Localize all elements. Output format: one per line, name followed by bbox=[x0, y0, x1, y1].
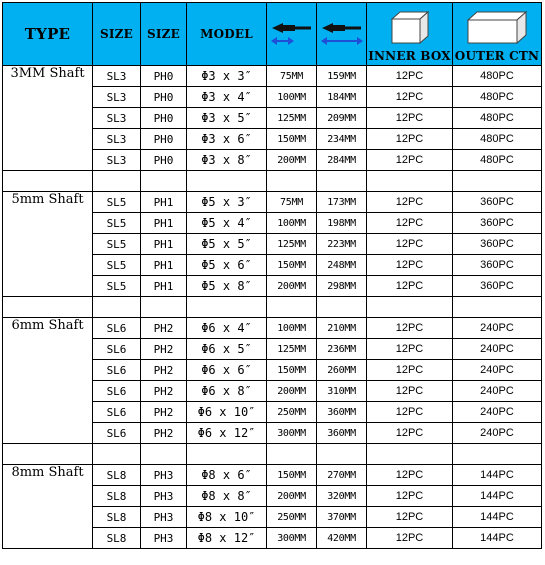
screwdriver-total-length-icon bbox=[319, 19, 365, 49]
header-model: MODEL bbox=[187, 3, 267, 66]
empty-cell bbox=[93, 444, 141, 465]
table-body bbox=[3, 66, 542, 549]
cell-size-phillips: PH1 bbox=[141, 213, 187, 234]
cell-inner-box-qty: 12PC bbox=[367, 507, 453, 528]
cell-blade-length: 300MM bbox=[267, 423, 317, 444]
cell-blade-length: 200MM bbox=[267, 381, 317, 402]
cell-model: Φ3 x 6″ bbox=[187, 129, 267, 150]
cell-inner-box-qty: 12PC bbox=[367, 486, 453, 507]
empty-cell bbox=[317, 444, 367, 465]
cell-size-slotted: SL3 bbox=[93, 150, 141, 171]
cell-inner-box-qty: 12PC bbox=[367, 192, 453, 213]
cell-outer-carton-qty: 240PC bbox=[453, 381, 542, 402]
cell-blade-length: 300MM bbox=[267, 528, 317, 549]
cell-inner-box-qty: 12PC bbox=[367, 465, 453, 486]
cell-size-slotted: SL3 bbox=[93, 87, 141, 108]
cell-model: Φ8 x 10″ bbox=[187, 507, 267, 528]
cell-blade-length: 150MM bbox=[267, 465, 317, 486]
cell-type: 3MM Shaft bbox=[3, 66, 93, 171]
table-row bbox=[3, 66, 542, 87]
cell-outer-carton-qty: 240PC bbox=[453, 339, 542, 360]
screwdriver-blade-length-icon bbox=[269, 19, 315, 49]
cell-inner-box-qty: 12PC bbox=[367, 528, 453, 549]
cell-outer-carton-qty: 144PC bbox=[453, 507, 542, 528]
table-row bbox=[3, 318, 542, 339]
cell-outer-carton-qty: 240PC bbox=[453, 318, 542, 339]
group-spacer-row bbox=[3, 444, 542, 465]
cell-model: Φ6 x 12″ bbox=[187, 423, 267, 444]
cell-size-slotted: SL5 bbox=[93, 255, 141, 276]
cell-size-slotted: SL5 bbox=[93, 192, 141, 213]
cell-inner-box-qty: 12PC bbox=[367, 213, 453, 234]
cell-size-slotted: SL5 bbox=[93, 234, 141, 255]
cell-model: Φ6 x 10″ bbox=[187, 402, 267, 423]
empty-cell bbox=[3, 171, 93, 192]
header-size-phillips: SIZE bbox=[141, 3, 187, 66]
cell-outer-carton-qty: 480PC bbox=[453, 108, 542, 129]
header-outer-carton bbox=[453, 3, 542, 66]
cell-model: Φ8 x 6″ bbox=[187, 465, 267, 486]
cell-size-phillips: PH2 bbox=[141, 339, 187, 360]
cell-total-length: 360MM bbox=[317, 402, 367, 423]
table-row bbox=[3, 465, 542, 486]
outer-carton-icon bbox=[464, 9, 530, 45]
cell-outer-carton-qty: 360PC bbox=[453, 255, 542, 276]
cell-size-slotted: SL6 bbox=[93, 402, 141, 423]
cell-blade-length: 250MM bbox=[267, 507, 317, 528]
cell-outer-carton-qty: 480PC bbox=[453, 87, 542, 108]
cell-size-slotted: SL8 bbox=[93, 507, 141, 528]
cell-total-length: 209MM bbox=[317, 108, 367, 129]
cell-total-length: 420MM bbox=[317, 528, 367, 549]
cell-blade-length: 100MM bbox=[267, 213, 317, 234]
cell-outer-carton-qty: 360PC bbox=[453, 192, 542, 213]
empty-cell bbox=[367, 297, 453, 318]
cell-blade-length: 150MM bbox=[267, 129, 317, 150]
cell-size-slotted: SL6 bbox=[93, 318, 141, 339]
empty-cell bbox=[317, 171, 367, 192]
cell-inner-box-qty: 12PC bbox=[367, 66, 453, 87]
cell-size-slotted: SL6 bbox=[93, 423, 141, 444]
cell-model: Φ5 x 6″ bbox=[187, 255, 267, 276]
cell-size-phillips: PH3 bbox=[141, 486, 187, 507]
cell-total-length: 360MM bbox=[317, 423, 367, 444]
cell-blade-length: 200MM bbox=[267, 486, 317, 507]
cell-blade-length: 75MM bbox=[267, 66, 317, 87]
cell-blade-length: 75MM bbox=[267, 192, 317, 213]
cell-total-length: 298MM bbox=[317, 276, 367, 297]
cell-type: 5mm Shaft bbox=[3, 192, 93, 297]
cell-inner-box-qty: 12PC bbox=[367, 423, 453, 444]
cell-outer-carton-qty: 144PC bbox=[453, 528, 542, 549]
cell-size-phillips: PH2 bbox=[141, 423, 187, 444]
empty-cell bbox=[367, 171, 453, 192]
cell-outer-carton-qty: 360PC bbox=[453, 213, 542, 234]
cell-inner-box-qty: 12PC bbox=[367, 87, 453, 108]
cell-size-slotted: SL8 bbox=[93, 486, 141, 507]
cell-total-length: 198MM bbox=[317, 213, 367, 234]
cell-blade-length: 150MM bbox=[267, 360, 317, 381]
header-size-slotted: SIZE bbox=[93, 3, 141, 66]
cell-type: 8mm Shaft bbox=[3, 465, 93, 549]
cell-type: 6mm Shaft bbox=[3, 318, 93, 444]
cell-size-phillips: PH0 bbox=[141, 87, 187, 108]
cell-outer-carton-qty: 480PC bbox=[453, 66, 542, 87]
cell-blade-length: 200MM bbox=[267, 150, 317, 171]
empty-cell bbox=[93, 297, 141, 318]
table-row bbox=[3, 192, 542, 213]
empty-cell bbox=[453, 297, 542, 318]
cell-inner-box-qty: 12PC bbox=[367, 318, 453, 339]
cell-size-slotted: SL5 bbox=[93, 276, 141, 297]
cell-size-phillips: PH3 bbox=[141, 528, 187, 549]
empty-cell bbox=[267, 297, 317, 318]
inner-box-icon bbox=[388, 9, 432, 45]
cell-outer-carton-qty: 480PC bbox=[453, 150, 542, 171]
empty-cell bbox=[187, 297, 267, 318]
cell-outer-carton-qty: 144PC bbox=[453, 486, 542, 507]
cell-total-length: 270MM bbox=[317, 465, 367, 486]
header-inner-box bbox=[367, 3, 453, 66]
cell-size-phillips: PH2 bbox=[141, 402, 187, 423]
cell-size-phillips: PH2 bbox=[141, 318, 187, 339]
empty-cell bbox=[187, 444, 267, 465]
cell-outer-carton-qty: 240PC bbox=[453, 402, 542, 423]
cell-model: Φ5 x 4″ bbox=[187, 213, 267, 234]
cell-model: Φ3 x 3″ bbox=[187, 66, 267, 87]
cell-inner-box-qty: 12PC bbox=[367, 381, 453, 402]
cell-size-slotted: SL6 bbox=[93, 381, 141, 402]
cell-inner-box-qty: 12PC bbox=[367, 234, 453, 255]
cell-blade-length: 150MM bbox=[267, 255, 317, 276]
empty-cell bbox=[187, 171, 267, 192]
cell-total-length: 159MM bbox=[317, 66, 367, 87]
cell-size-phillips: PH1 bbox=[141, 234, 187, 255]
cell-blade-length: 200MM bbox=[267, 276, 317, 297]
cell-model: Φ8 x 8″ bbox=[187, 486, 267, 507]
cell-size-phillips: PH3 bbox=[141, 465, 187, 486]
empty-cell bbox=[93, 171, 141, 192]
cell-size-slotted: SL8 bbox=[93, 465, 141, 486]
group-spacer-row bbox=[3, 297, 542, 318]
cell-total-length: 236MM bbox=[317, 339, 367, 360]
cell-blade-length: 100MM bbox=[267, 318, 317, 339]
empty-cell bbox=[3, 444, 93, 465]
header-total-length bbox=[317, 3, 367, 66]
header-row bbox=[3, 3, 542, 66]
cell-outer-carton-qty: 480PC bbox=[453, 129, 542, 150]
cell-blade-length: 125MM bbox=[267, 108, 317, 129]
cell-size-phillips: PH1 bbox=[141, 255, 187, 276]
cell-model: Φ5 x 5″ bbox=[187, 234, 267, 255]
cell-size-phillips: PH0 bbox=[141, 150, 187, 171]
cell-blade-length: 250MM bbox=[267, 402, 317, 423]
cell-size-slotted: SL3 bbox=[93, 66, 141, 87]
cell-model: Φ6 x 5″ bbox=[187, 339, 267, 360]
cell-model: Φ3 x 8″ bbox=[187, 150, 267, 171]
cell-size-phillips: PH2 bbox=[141, 381, 187, 402]
cell-model: Φ8 x 12″ bbox=[187, 528, 267, 549]
cell-size-phillips: PH2 bbox=[141, 360, 187, 381]
cell-size-phillips: PH0 bbox=[141, 108, 187, 129]
empty-cell bbox=[141, 444, 187, 465]
cell-blade-length: 125MM bbox=[267, 234, 317, 255]
cell-blade-length: 125MM bbox=[267, 339, 317, 360]
spec-table bbox=[2, 2, 542, 549]
inner-box-label: INNER BOX bbox=[368, 49, 451, 63]
empty-cell bbox=[367, 444, 453, 465]
cell-total-length: 284MM bbox=[317, 150, 367, 171]
cell-total-length: 310MM bbox=[317, 381, 367, 402]
cell-size-phillips: PH3 bbox=[141, 507, 187, 528]
cell-outer-carton-qty: 360PC bbox=[453, 234, 542, 255]
outer-carton-label: OUTER CTN bbox=[454, 49, 540, 63]
empty-cell bbox=[141, 171, 187, 192]
cell-size-slotted: SL6 bbox=[93, 360, 141, 381]
cell-total-length: 260MM bbox=[317, 360, 367, 381]
cell-outer-carton-qty: 240PC bbox=[453, 423, 542, 444]
header-blade-length bbox=[267, 3, 317, 66]
group-spacer-row bbox=[3, 171, 542, 192]
cell-total-length: 173MM bbox=[317, 192, 367, 213]
cell-size-phillips: PH1 bbox=[141, 276, 187, 297]
cell-outer-carton-qty: 144PC bbox=[453, 465, 542, 486]
cell-size-phillips: PH0 bbox=[141, 66, 187, 87]
cell-outer-carton-qty: 360PC bbox=[453, 276, 542, 297]
cell-total-length: 223MM bbox=[317, 234, 367, 255]
cell-model: Φ5 x 8″ bbox=[187, 276, 267, 297]
cell-model: Φ6 x 6″ bbox=[187, 360, 267, 381]
empty-cell bbox=[267, 444, 317, 465]
empty-cell bbox=[141, 297, 187, 318]
cell-total-length: 184MM bbox=[317, 87, 367, 108]
empty-cell bbox=[453, 444, 542, 465]
empty-cell bbox=[453, 171, 542, 192]
cell-size-slotted: SL8 bbox=[93, 528, 141, 549]
cell-inner-box-qty: 12PC bbox=[367, 255, 453, 276]
cell-size-phillips: PH0 bbox=[141, 129, 187, 150]
cell-total-length: 210MM bbox=[317, 318, 367, 339]
empty-cell bbox=[317, 297, 367, 318]
cell-model: Φ3 x 5″ bbox=[187, 108, 267, 129]
cell-size-phillips: PH1 bbox=[141, 192, 187, 213]
cell-inner-box-qty: 12PC bbox=[367, 402, 453, 423]
cell-model: Φ5 x 3″ bbox=[187, 192, 267, 213]
cell-model: Φ6 x 4″ bbox=[187, 318, 267, 339]
empty-cell bbox=[3, 297, 93, 318]
cell-inner-box-qty: 12PC bbox=[367, 339, 453, 360]
cell-blade-length: 100MM bbox=[267, 87, 317, 108]
cell-model: Φ3 x 4″ bbox=[187, 87, 267, 108]
cell-inner-box-qty: 12PC bbox=[367, 108, 453, 129]
cell-total-length: 248MM bbox=[317, 255, 367, 276]
cell-inner-box-qty: 12PC bbox=[367, 360, 453, 381]
cell-model: Φ6 x 8″ bbox=[187, 381, 267, 402]
cell-size-slotted: SL3 bbox=[93, 129, 141, 150]
cell-total-length: 320MM bbox=[317, 486, 367, 507]
header-type: TYPE bbox=[3, 3, 93, 66]
cell-size-slotted: SL5 bbox=[93, 213, 141, 234]
cell-total-length: 370MM bbox=[317, 507, 367, 528]
cell-size-slotted: SL3 bbox=[93, 108, 141, 129]
cell-outer-carton-qty: 240PC bbox=[453, 360, 542, 381]
cell-total-length: 234MM bbox=[317, 129, 367, 150]
empty-cell bbox=[267, 171, 317, 192]
cell-size-slotted: SL6 bbox=[93, 339, 141, 360]
cell-inner-box-qty: 12PC bbox=[367, 129, 453, 150]
cell-inner-box-qty: 12PC bbox=[367, 276, 453, 297]
cell-inner-box-qty: 12PC bbox=[367, 150, 453, 171]
